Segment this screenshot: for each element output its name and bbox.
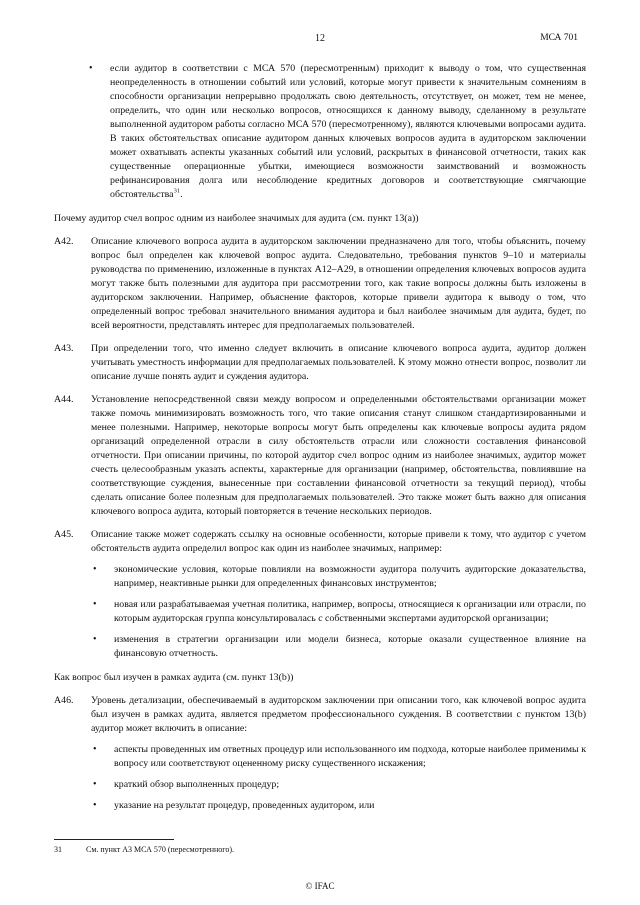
list-item-text: экономические условия, которые повлияли на возможности аудитора получить аудиторские доказательства, например, неактивные рынки для определенных финансовых инструментов; xyxy=(114,564,586,589)
bullet-icon: • xyxy=(93,564,97,575)
paragraph-a42 xyxy=(54,235,586,333)
bullet-icon: • xyxy=(93,800,97,811)
document-code: МСА 701 xyxy=(540,33,578,43)
list-item xyxy=(91,598,586,626)
list-item-text: новая или разрабатываемая учетная политика, например, вопросы, относящиеся к организации или отрасли, по которым аудиторская группа консультировалась с собственными экспертами аудиторской организации; xyxy=(114,599,586,624)
footnote xyxy=(54,845,234,854)
bullet-icon: • xyxy=(93,599,97,610)
paragraph-text: Описание также может содержать ссылку на основные особенности, которые привели к тому, что аудитор с учетом обстоятельств аудита определил вопрос как один из наиболее значимых, например: xyxy=(91,529,586,554)
paragraph-number: A45. xyxy=(54,529,74,540)
paragraph-text: При определении того, что именно следует включить в описание ключевого вопроса аудита, аудитор должен учитывать уместность информации для предполагаемых пользователей. К этому можно отнести вопрос, позволит ли описание лучше понять аудит и суждения аудитора. xyxy=(91,343,586,382)
page-footer: © IFAC xyxy=(305,881,335,891)
paragraph-number: A46. xyxy=(54,695,74,706)
bullet-icon: • xyxy=(89,63,93,74)
paragraph-number: A42. xyxy=(54,236,74,247)
list-item-text: изменения в стратегии организации или модели бизнеса, которые оказали существенное влияние на финансовую отчетность. xyxy=(114,634,586,659)
intro-bullet xyxy=(54,62,586,202)
paragraph-a45 xyxy=(54,528,586,556)
paragraph-a44 xyxy=(54,393,586,519)
paragraph-text: Описание ключевого вопроса аудита в аудиторском заключении предназначено для того, чтобы объяснить, почему вопрос был определен как ключевой вопрос аудита. Следовательно, требования пунктов 9–10 и материалы руководства по применению, изложенные в пунктах А12–А29, в отношении определения ключевых вопросов аудита могут также быть полезными для аудитора при рассмотрении того, как такие вопросы должны быть изложены в аудиторском заключении. Например, объяснение факторов, которые привели аудитора к выводу о том, что определенный вопрос требовал значительного внимания аудитора и был наиболее значимым для аудита, будет, по всей вероятности, представлять интерес для предполагаемых пользователей. xyxy=(91,236,586,331)
paragraph-a46 xyxy=(54,694,586,736)
a45-bullet-list xyxy=(91,563,586,661)
list-item xyxy=(91,799,586,813)
page-number: 12 xyxy=(315,33,325,44)
paragraph-number: A43. xyxy=(54,343,74,354)
list-item-text: краткий обзор выполненных процедур; xyxy=(114,779,280,790)
a46-bullet-list xyxy=(91,743,586,813)
footnote-number: 31 xyxy=(54,845,62,854)
bullet-icon: • xyxy=(93,779,97,790)
intro-bullet-text: если аудитор в соответствии с МСА 570 (пересмотренным) приходит к выводу о том, что существенная неопределенность в отношении событий или условий, которые могут привести к значительным сомнениям в способности организации непрерывно продолжать свою деятельность, отсутствует, он может, тем не менее, определить, что один или несколько вопросов, относящихся к данному выводу, сделанному в результате выполненной аудитором работы согласно МСА 570 (пересмотренному), являются ключевыми вопросами аудита. В таких обстоятельствах описание аудитором данных ключевых вопросов аудита в аудиторском заключении может охватывать аспекты указанных событий или условий, раскрытых в финансовой отчетности, таких как существенные операционные убытки, имеющиеся возможности заимствований и возможность рефинансирования долга или несоблюдение кредитных договоров и соответствующие смягчающие обстоятельства xyxy=(110,63,586,200)
list-item xyxy=(91,563,586,591)
page-content xyxy=(54,62,586,813)
section-heading-how-addressed: Как вопрос был изучен в рамках аудита (см. пункт 13(b)) xyxy=(54,672,294,683)
paragraph-text: Уровень детализации, обеспечиваемый в аудиторском заключении при описании того, как ключевой вопрос аудита был изучен в рамках аудита, является предметом профессионального суждения. В соответствии с пунктом 13(b) аудитор может включить в описание: xyxy=(91,695,586,734)
list-item-text: аспекты проведенных им ответных процедур или использованного им подхода, которые наиболее применимы к вопросу или соответствуют оцененному риску существенного искажения; xyxy=(114,744,586,769)
footnote-text: См. пункт А3 МСА 570 (пересмотренного). xyxy=(86,845,235,854)
list-item-text: указание на результат процедур, проведенных аудитором, или xyxy=(114,800,375,811)
paragraph-text: Установление непосредственной связи между вопросом и определенными обстоятельствами организации может также помочь минимизировать возможность того, что такие описания станут слишком стандартизированными и менее полезными. Например, некоторые вопросы могут быть определены как ключевые вопросы аудита рядом организаций определенной отрасли в силу обстоятельств отрасли или сложности составления финансовой отчетности. При описании причины, по которой аудитор счел вопрос одним из наиболее значимых, аудитор может счесть целесообразным указать аспекты, характерные для организации (например, обстоятельства, повлиявшие на соответствующие суждения, вынесенные при составлении финансовой отчетности за текущий период), чтобы сделать описание более полезным для предполагаемых пользователей. Это также может быть важно для описания ключевого вопроса аудита, который повторяется в течение нескольких периодов. xyxy=(91,394,586,517)
list-item xyxy=(91,743,586,771)
list-item xyxy=(91,633,586,661)
bullet-icon: • xyxy=(93,634,97,645)
paragraph-number: A44. xyxy=(54,394,74,405)
bullet-icon: • xyxy=(93,744,97,755)
footnote-divider xyxy=(54,839,174,840)
section-heading-why-significant: Почему аудитор счел вопрос одним из наиболее значимых для аудита (см. пункт 13(a)) xyxy=(54,213,419,224)
footnote-ref[interactable]: 31 xyxy=(173,187,181,195)
intro-bullet-end: . xyxy=(180,189,183,200)
list-item xyxy=(91,778,586,792)
paragraph-a43 xyxy=(54,342,586,384)
